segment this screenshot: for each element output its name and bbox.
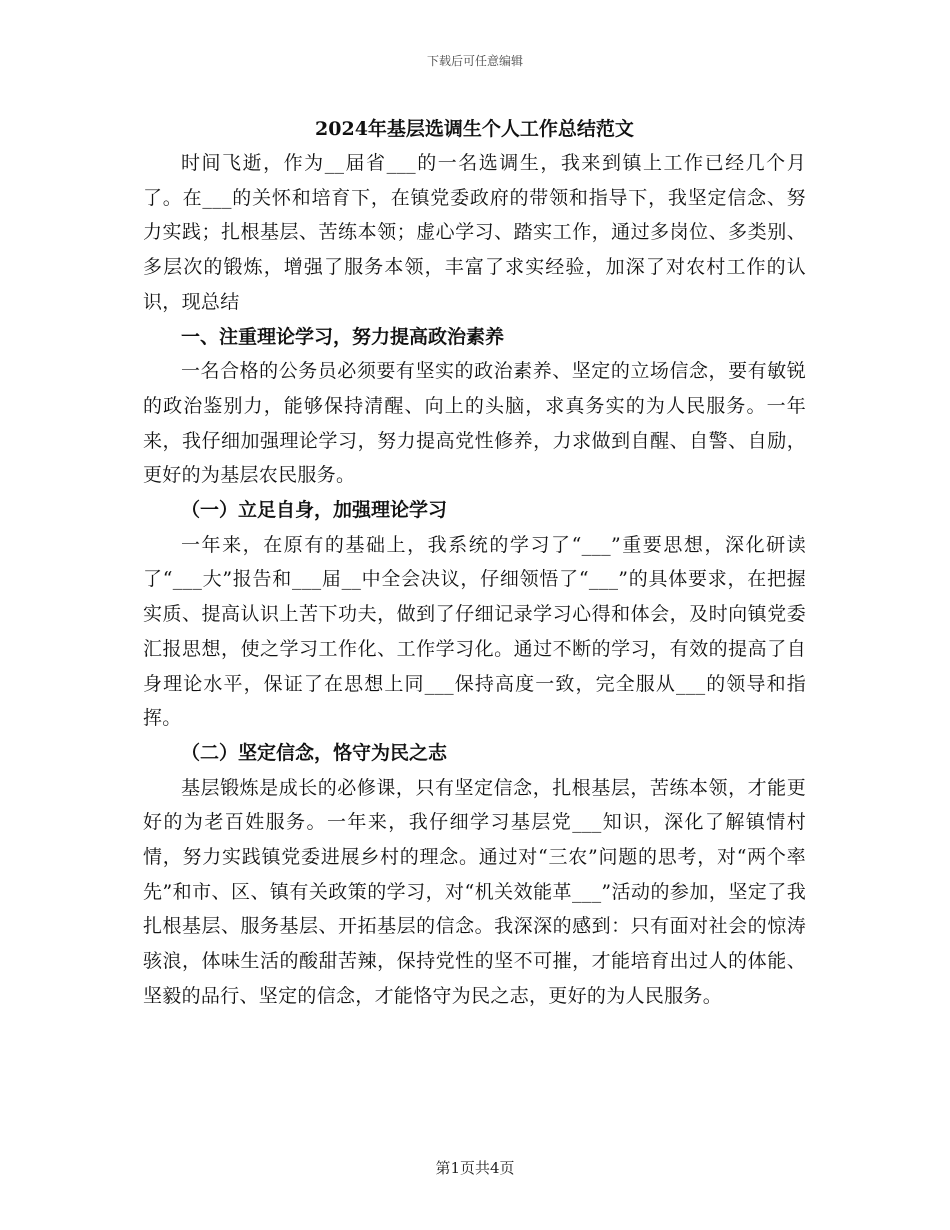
- intro-paragraph: 时间飞逝，作为__届省___的一名选调生，我来到镇上工作已经几个月了。在___的关怀和培育下，在镇党委政府的带领和指导下，我坚定信念、努力实践；扎根基层、苦练本领；虚心学习、踏实工作，通过多岗位、多类别、多层次的锻炼，增强了服务本领，丰富了求实经验，加深了对农村工作的认识，现总结: [143, 152, 806, 313]
- subsection-2-paragraph: 基层锻炼是成长的必修课，只有坚定信念，扎根基层，苦练本领，才能更好的为老百姓服务。一年来，我仔细学习基层党___知识，深化了解镇情村情，努力实践镇党委进展乡村的理念。通过对“三农”问题的思考，对“两个率先”和市、区、镇有关政策的学习，对“机关效能革___”活动的参加，坚定了我扎根基层、服务基层、开拓基层的信念。我深深的感到：只有面对社会的惊涛骇浪，体味生活的酸甜苦辣，保持党性的坚不可摧，才能培育出过人的体能、坚毅的品行、坚定的信念，才能恪守为民之志，更好的为人民服务。: [143, 776, 806, 1007]
- section-1-heading: 一、注重理论学习，努力提高政治素养: [181, 325, 505, 348]
- page-header-note: 下载后可任意编辑: [426, 54, 523, 68]
- subsection-2-heading: （二）坚定信念，恪守为民之志: [181, 741, 448, 764]
- document-title: 2024年基层选调生个人工作总结范文: [315, 118, 634, 140]
- subsection-1-heading: （一）立足自身，加强理论学习: [181, 499, 448, 522]
- section-1-paragraph: 一名合格的公务员必须要有坚实的政治素养、坚定的立场信念，要有敏锐的政治鉴别力，能够保持清醒、向上的头脑，求真务实的为人民服务。一年来，我仔细加强理论学习，努力提高党性修养，力求做到自醒、自警、自励，更好的为基层农民服务。: [143, 360, 806, 487]
- subsection-1-paragraph: 一年来，在原有的基础上，我系统的学习了“___”重要思想，深化研读了“___大”报告和___届__中全会决议，仔细领悟了“___”的具体要求，在把握实质、提高认识上苦下功夫，做到了仔细记录学习心得和体会，及时向镇党委汇报思想，使之学习工作化、工作学习化。通过不断的学习，有效的提高了自身理论水平，保证了在思想上同___保持高度一致，完全服从___的领导和指挥。: [143, 533, 806, 730]
- document-body: [143, 112, 806, 1014]
- page-number-footer: 第1页共4页: [435, 1159, 515, 1177]
